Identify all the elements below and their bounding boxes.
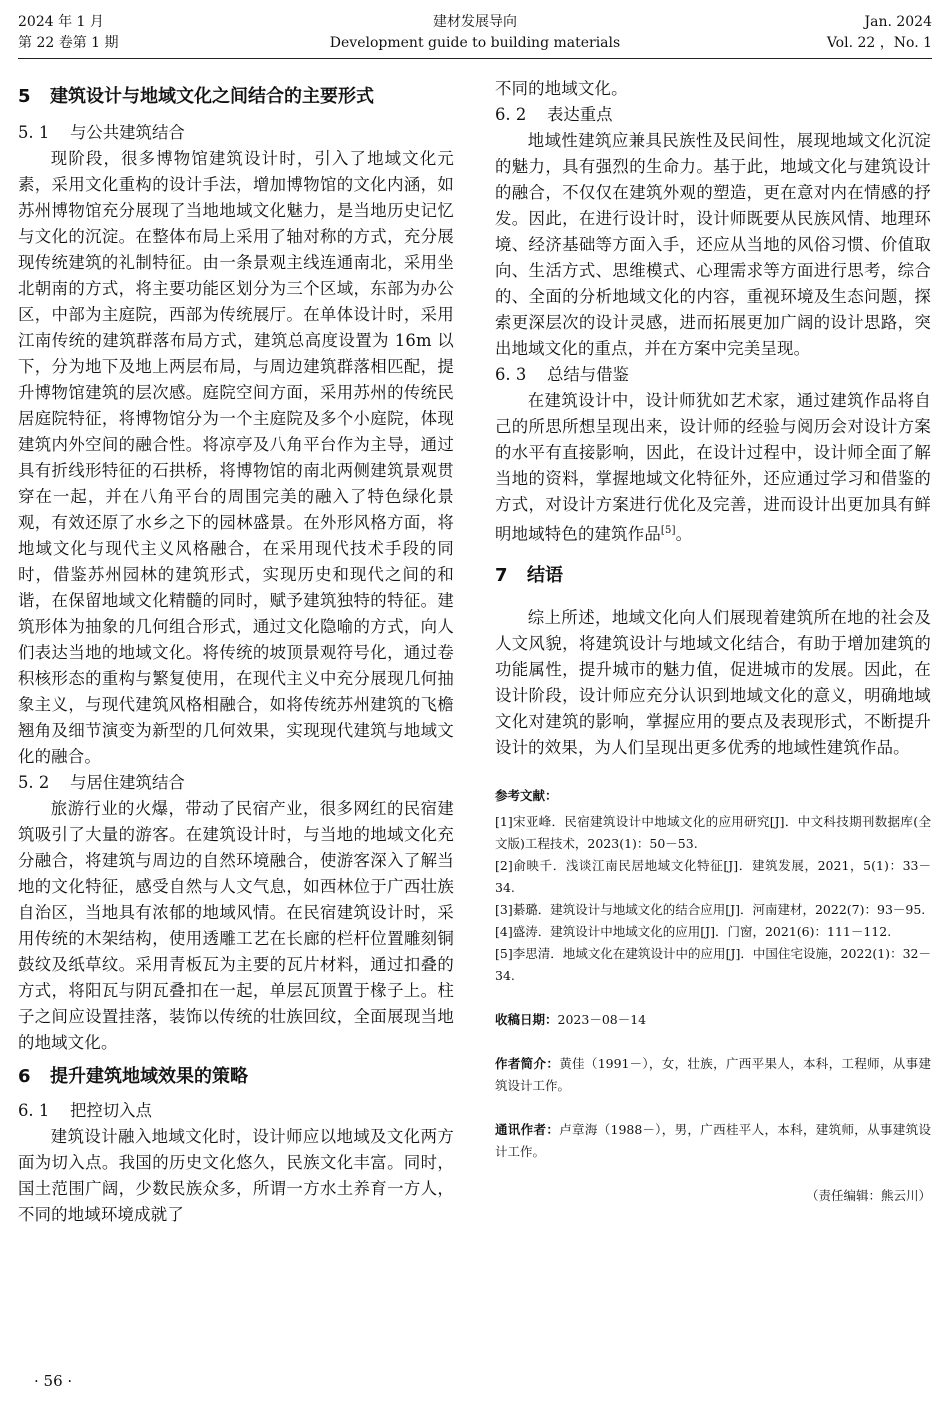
author-bio xyxy=(495,1053,931,1097)
reference-item: [4]盛涛．建筑设计中地域文化的应用[J]．门窗，2021(6)：111－112. xyxy=(495,924,892,940)
header-rule xyxy=(18,58,932,59)
corr-label: 通讯作者： xyxy=(495,1122,560,1138)
section-6-title: 提升建筑地域效果的策略 xyxy=(50,1066,248,1087)
section-6-1-heading xyxy=(18,1098,454,1124)
section-5-2-heading xyxy=(18,770,454,796)
section-6-3-number: 6. 3 xyxy=(495,365,527,384)
header-date-en: Jan. 2024 xyxy=(864,14,932,30)
right-column xyxy=(495,76,931,1207)
section-5-1-paragraph: 现阶段，很多博物馆建筑设计时，引入了地域文化元素，采用文化重构的设计手法，增加博物馆的文化内涵，如苏州博物馆充分展现了当地地域文化魅力，是当地历史记忆与文化的沉淀。在整体布局上采用了轴对称的方式，充分展现传统建筑的礼制特征。由一条景观主线连通南北，采用坐北朝南的方式，将主要功能区划分为三个区域，东部为办公区，中部为主庭院，西部为传统展厅。在单体设计时，采用江南传统的建筑群落布局方式，建筑总高度设置为 16m 以下，分为地下及地上两层布局，与周边建筑群落相匹配，提升博物馆建筑的层次感。庭院空间方面，采用苏州的传统民居庭院特征，将博物馆分为一个主庭院及多个小庭院，体现建筑内外空间的融合性。将凉亭及八角平台作为主导，通过具有折线形特征的石拱桥，将博物馆的南北两侧建筑景观贯穿在一起，并在八角平台的周围完美的融入了特色绿化景观，有效还原了水乡之下的园林盛景。在外形风格方面，将地域文化与现代主义风格融合，在采用现代技术手段的同时，借鉴苏州园林的建筑形式，实现历史和现代之间的和谐，在保留地域文化精髓的同时，赋予建筑独特的特征。建筑形体为抽象的几何组合形式，通过文化隐喻的方式，向人们表达当地的地域文化。将传统的坡顶景观符号化，通过卷积核形态的重构与繁复使用，在现代主义中充分展现几何抽象主义，与现代建筑风格相融合，如将传统苏州建筑的飞檐翘角及细节演变为新型的几何效果，实现现代建筑与地域文化的融合。 xyxy=(18,149,454,766)
journal-title-en: Development guide to building materials xyxy=(329,35,621,51)
section-5-heading xyxy=(18,84,454,110)
page-header xyxy=(18,12,932,58)
section-6-number: 6 xyxy=(18,1066,31,1087)
section-7-title: 结语 xyxy=(527,565,563,587)
section-7-number: 7 xyxy=(495,565,508,587)
section-5-1-number: 5. 1 xyxy=(18,123,50,142)
section-6-1-paragraph-continued: 不同的地域文化。 xyxy=(495,79,628,98)
section-6-3-heading xyxy=(495,362,931,388)
corresponding-author xyxy=(495,1119,931,1163)
section-6-1-paragraph: 建筑设计融入地域文化时，设计师应以地域及文化两方面为切入点。我国的历史文化悠久，民族文化丰富。同时，国土范围广阔，少数民族众多，所谓一方水土养育一方人，不同的地域环境成就了 xyxy=(18,1127,454,1224)
section-5-number: 5 xyxy=(18,86,31,107)
left-column xyxy=(18,76,454,1228)
journal-title-cn: 建材发展导向 xyxy=(433,14,517,30)
received-value: 2023－08－14 xyxy=(557,1012,647,1028)
section-5-2-number: 5. 2 xyxy=(18,773,50,792)
author-value: 黄佳（1991－），女，壮族，广西平果人，本科，工程师，从事建筑设计工作。 xyxy=(495,1056,931,1094)
section-5-1-heading xyxy=(18,120,454,146)
reference-item: [5]李思清．地域文化在建筑设计中的应用[J]．中国住宅设施，2022(1)：32－34. xyxy=(495,946,931,984)
section-6-2-paragraph: 地域性建筑应兼具民族性及民间性，展现地域文化沉淀的魅力，具有强烈的生命力。基于此，地域文化与建筑设计的融合，不仅仅在建筑外观的塑造，更在意对内在情感的抒发。因此，在进行设计时，设计师既要从民族风情、地理环境、经济基础等方面入手，还应从当地的风俗习惯、价值取向、生活方式、思维模式、心理需求等方面进行思考，综合的、全面的分析地域文化的内容，重视环境及生态问题，探索更深层次的设计灵感，进而拓展更加广阔的设计思路，突出地域文化的重点，并在方案中完美呈现。 xyxy=(495,131,931,358)
section-6-3-paragraph xyxy=(495,388,931,547)
received-date xyxy=(495,1009,931,1031)
section-7-paragraph: 综上所述，地域文化向人们展现着建筑所在地的社会及人文风貌，将建筑设计与地域文化结合，有助于增加建筑的功能属性，提升城市的魅力值，促进城市的发展。因此，在设计阶段，设计师应充分认识到地域文化的意义，明确地域文化对建筑的影响，掌握应用的要点及表现形式，不断提升设计的效果，为人们呈现出更多优秀的地域性建筑作品。 xyxy=(495,608,931,758)
references-title: 参考文献： xyxy=(495,788,558,804)
author-label: 作者简介： xyxy=(495,1056,560,1072)
section-7-heading xyxy=(495,563,931,589)
section-5-title: 建筑设计与地域文化之间结合的主要形式 xyxy=(50,86,374,107)
corr-value: 卢章海（1988－），男，广西桂平人，本科，建筑师，从事建筑设计工作。 xyxy=(495,1122,931,1160)
header-volume-en: Vol. 22 ，No. 1 xyxy=(826,35,932,51)
citation-5: [5] xyxy=(660,525,676,536)
reference-item: [2]俞映千．浅谈江南民居地域文化特征[J]．建筑发展，2021，5(1)：33－34. xyxy=(495,858,931,896)
section-6-3-text: 在建筑设计中，设计师犹如艺术家，通过建筑作品将自己的所思所想呈现出来，设计师的经验与阅历会对设计方案的水平有直接影响，因此，在设计过程中，设计师全面了解当地的资料，掌握地域文化特征外，还应通过学习和借鉴的方式，对设计方案进行优化及完善，进而设计出更加具有鲜明地域特色的建筑作品 xyxy=(495,391,931,544)
references-list xyxy=(495,811,931,987)
header-center xyxy=(18,12,932,54)
reference-item: [3]綦璐．建筑设计与地域文化的结合应用[J]．河南建材，2022(7)：93－95. xyxy=(495,902,926,918)
section-5-2-title: 与居住建筑结合 xyxy=(70,773,185,792)
section-5-1-title: 与公共建筑结合 xyxy=(70,123,185,142)
section-6-2-heading xyxy=(495,102,931,128)
section-6-3-end: 。 xyxy=(675,524,693,544)
section-6-2-number: 6. 2 xyxy=(495,105,527,124)
section-6-2-title: 表达重点 xyxy=(547,105,613,124)
header-right xyxy=(827,12,932,54)
section-6-heading xyxy=(18,1064,454,1090)
header-volume-cn: 第 22 卷第 1 期 xyxy=(18,35,119,51)
section-6-1-number: 6. 1 xyxy=(18,1101,50,1120)
section-6-1-title: 把控切入点 xyxy=(70,1101,152,1120)
received-label: 收稿日期： xyxy=(495,1012,558,1028)
reference-item: [1]宋亚峰．民宿建筑设计中地域文化的应用研究[J]．中文科技期刊数据库(全文版)工程技术，2023(1)：50－53. xyxy=(495,814,931,852)
page-number: · 56 · xyxy=(34,1372,73,1390)
editor-note: （责任编辑：熊云川） xyxy=(805,1188,931,1204)
section-5-2-paragraph: 旅游行业的火爆，带动了民宿产业，很多网红的民宿建筑吸引了大量的游客。在建筑设计时，与当地的地域文化充分融合，将建筑与周边的自然环境融合，使游客深入了解当地的文化特征，感受自然与人文气息，如西林位于广西壮族自治区，当地具有浓郁的地域风情。在民宿建筑设计时，采用传统的木架结构，使用透雕工艺在长廊的栏杆位置雕刻铜鼓纹及纸草纹。采用青板瓦为主要的瓦片材料，通过扣叠的方式，将阳瓦与阴瓦叠扣在一起，单层瓦顶置于椽子上。柱子之间应设置挂落，装饰以传统的壮族回纹，全面展现当地的地域文化。 xyxy=(18,799,454,1052)
header-date: 2024 年 1 月 xyxy=(18,14,104,30)
section-6-3-title: 总结与借鉴 xyxy=(547,365,629,384)
